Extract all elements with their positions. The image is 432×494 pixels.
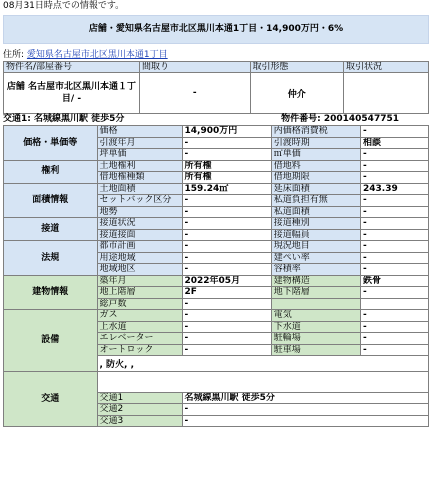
field-label: 駐車場 <box>271 344 360 356</box>
section-price: 価格・単価等 <box>4 126 98 161</box>
field-label: 地下階層 <box>271 287 360 299</box>
as-of-date: 08月31日時点での情報です。 <box>3 1 125 11</box>
field-value: - <box>182 404 429 416</box>
detail-row <box>4 218 429 230</box>
field-value: - <box>182 321 271 333</box>
field-value: - <box>182 298 271 310</box>
field-label: 都市計画 <box>97 241 182 253</box>
field-label: 接道接面 <box>97 229 182 241</box>
traffic-line: 交通1: 名城線黒川駅 徒歩5分 <box>3 114 125 124</box>
property-header-row <box>4 62 429 73</box>
field-value <box>361 298 429 310</box>
header-status: 取引状況 <box>344 62 429 73</box>
field-label: ㎡単価 <box>271 149 360 161</box>
field-value: - <box>361 195 429 207</box>
field-value: - <box>361 344 429 356</box>
field-value: - <box>182 415 429 427</box>
field-value: - <box>361 229 429 241</box>
field-label: 上水道 <box>97 321 182 333</box>
detail-row <box>4 371 429 392</box>
field-value: - <box>361 172 429 184</box>
field-label: 借地料 <box>271 160 360 172</box>
field-label: 用途地域 <box>97 252 182 264</box>
field-value: 14,900万円 <box>182 126 271 138</box>
field-label: 容積率 <box>271 264 360 276</box>
property-name: 店舗 名古屋市北区黒川本通１丁目/ - <box>4 73 140 114</box>
field-label: 借地権種類 <box>97 172 182 184</box>
facilities-note: , 防火, , <box>97 356 429 372</box>
field-value: - <box>182 206 271 218</box>
field-value: 鉄骨 <box>361 275 429 287</box>
header-layout: 間取り <box>140 62 251 73</box>
field-value: - <box>361 206 429 218</box>
field-value: - <box>361 241 429 253</box>
property-row <box>4 73 429 114</box>
field-value: - <box>182 218 271 230</box>
field-label: 土地面積 <box>97 183 182 195</box>
field-label: 土地権利 <box>97 160 182 172</box>
field-label: 築年月 <box>97 275 182 287</box>
field-label: 引渡年月 <box>97 137 182 149</box>
property-table <box>3 61 429 114</box>
field-label: 延床面積 <box>271 183 360 195</box>
field-label: 接道種別 <box>271 218 360 230</box>
detail-row <box>4 275 429 287</box>
property-layout: - <box>140 73 251 114</box>
field-label: 私道面積 <box>271 206 360 218</box>
field-label: 建ぺい率 <box>271 252 360 264</box>
field-label: 接道状況 <box>97 218 182 230</box>
page-title: 店舗・愛知県名古屋市北区黒川本通1丁目・14,900万円・6% <box>3 15 429 44</box>
field-value: 所有権 <box>182 160 271 172</box>
section-traffic: 交通 <box>4 371 98 427</box>
header-name: 物件名/部屋番号 <box>4 62 140 73</box>
field-value: - <box>182 344 271 356</box>
section-area: 面積情報 <box>4 183 98 218</box>
field-label <box>271 298 360 310</box>
field-label: 引渡時期 <box>271 137 360 149</box>
property-number: 物件番号: 200140547751 <box>281 114 399 124</box>
field-value: - <box>361 252 429 264</box>
field-label: 下水道 <box>271 321 360 333</box>
field-value: - <box>182 252 271 264</box>
detail-row <box>4 241 429 253</box>
section-law: 法規 <box>4 241 98 276</box>
field-label: 交通3 <box>97 415 182 427</box>
field-value: - <box>182 264 271 276</box>
header-transaction: 取引形態 <box>250 62 344 73</box>
field-value: - <box>361 333 429 345</box>
field-value: - <box>182 137 271 149</box>
field-label: セットバック区分 <box>97 195 182 207</box>
detail-row <box>4 183 429 195</box>
property-status <box>344 73 429 114</box>
field-label: 総戸数 <box>97 298 182 310</box>
field-value: - <box>182 195 271 207</box>
field-value: - <box>361 126 429 138</box>
field-label: 交通2 <box>97 404 182 416</box>
field-value: - <box>182 149 271 161</box>
section-rights: 権利 <box>4 160 98 183</box>
field-value: - <box>361 287 429 299</box>
field-label: 坪単価 <box>97 149 182 161</box>
field-label: 私道負担有無 <box>271 195 360 207</box>
field-value: 名城線黒川駅 徒歩5分 <box>182 392 429 404</box>
field-value: - <box>182 241 271 253</box>
field-label: 駐輪場 <box>271 333 360 345</box>
field-value: 2022年05月 <box>182 275 271 287</box>
address-link[interactable]: 愛知県名古屋市北区黒川本通1丁目 <box>26 50 168 60</box>
section-facilities: 設備 <box>4 310 98 372</box>
field-value: - <box>361 149 429 161</box>
field-value: 所有権 <box>182 172 271 184</box>
section-road: 接道 <box>4 218 98 241</box>
field-label: オートロック <box>97 344 182 356</box>
field-value: - <box>182 310 271 322</box>
field-value: - <box>182 333 271 345</box>
detail-row <box>4 160 429 172</box>
address-label: 住所: <box>3 50 25 60</box>
details-table <box>3 125 429 427</box>
field-label: ガス <box>97 310 182 322</box>
field-value: - <box>361 218 429 230</box>
property-transaction: 仲介 <box>250 73 344 114</box>
field-value: - <box>361 310 429 322</box>
traffic-summary <box>3 114 429 125</box>
field-label: 内価格消費税 <box>271 126 360 138</box>
section-building: 建物情報 <box>4 275 98 310</box>
detail-row <box>4 310 429 322</box>
field-label: 地域地区 <box>97 264 182 276</box>
field-value: - <box>361 160 429 172</box>
field-label: 現況地目 <box>271 241 360 253</box>
field-value: - <box>182 229 271 241</box>
field-label: エレベーター <box>97 333 182 345</box>
field-label: 接道幅員 <box>271 229 360 241</box>
field-label: 地勢 <box>97 206 182 218</box>
detail-row <box>4 126 429 138</box>
field-label: 交通1 <box>97 392 182 404</box>
address-line <box>3 49 429 61</box>
field-value: - <box>361 321 429 333</box>
field-value: - <box>361 264 429 276</box>
field-label: 価格 <box>97 126 182 138</box>
field-value: 相談 <box>361 137 429 149</box>
field-value: 2F <box>182 287 271 299</box>
field-label: 電気 <box>271 310 360 322</box>
field-value: 159.24㎡ <box>182 183 271 195</box>
field-label: 借地期限 <box>271 172 360 184</box>
traffic-spacer <box>97 371 429 392</box>
field-value: 243.39 <box>361 183 429 195</box>
field-label: 地上階層 <box>97 287 182 299</box>
field-label: 建物構造 <box>271 275 360 287</box>
